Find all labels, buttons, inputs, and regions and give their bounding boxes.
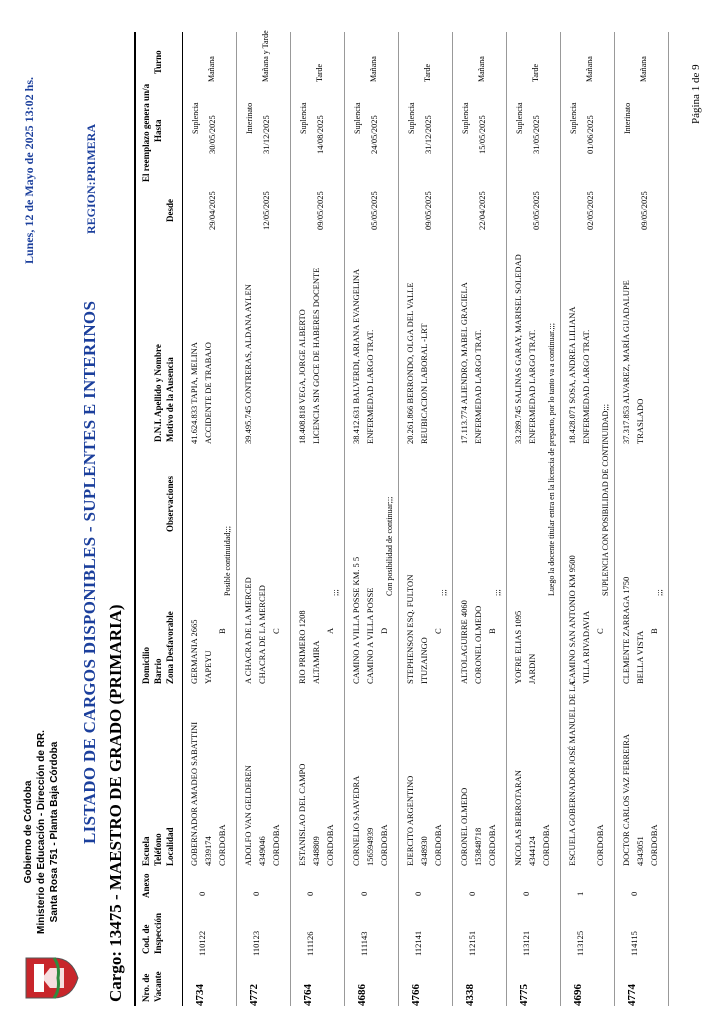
cell-tel: 153848718 (473, 827, 483, 866)
cell-desde: 02/05/2025 (585, 191, 595, 230)
col-domicilio: Domicilio (141, 647, 151, 684)
cell-loc: CORDOBA (271, 824, 281, 866)
cell-dom: A CHACRA DE LA MERCED (243, 577, 253, 684)
cell-motivo: TRASLADO (635, 398, 645, 444)
cell-zona: C (271, 628, 281, 634)
cell-loc: CORDOBA (649, 824, 659, 866)
cell-turno: Tarde (315, 63, 324, 82)
cell-dom: GERMANIA 2665 (189, 619, 199, 684)
table-row (294, 32, 345, 1006)
cell-num: 4686 (356, 984, 368, 1006)
cell-tipo: Suplencia (407, 102, 416, 134)
cell-tipo: Suplencia (569, 102, 578, 134)
cell-obs: SUPLENCIA CON POSIBILIDAD DE CONTINUIDAD;;; (601, 404, 610, 596)
cell-dni: 20.261.866 BERRONDO, OLGA DEL VALLE (405, 282, 415, 444)
cell-loc: CORDOBA (595, 824, 605, 866)
cell-hasta: 15/05/2025 (477, 115, 487, 154)
cell-cod: 113125 (575, 930, 585, 956)
table-row (186, 32, 237, 1006)
col-escuela: Escuela (141, 836, 151, 866)
cell-motivo: ENFERMEDAD LARGO TRAT. (527, 329, 537, 444)
col-nro-2: Vacante (153, 971, 163, 1002)
cell-turno: Mañana (639, 56, 648, 82)
cell-anexo: 0 (629, 891, 639, 896)
heading-divider (134, 32, 136, 1006)
cell-anexo: 0 (413, 891, 423, 896)
col-barrio: Barrio (153, 658, 163, 684)
cell-hasta: 24/05/2025 (369, 115, 379, 154)
cell-loc: CORDOBA (433, 824, 443, 866)
cell-obs: Posible continuidad;;; (223, 526, 232, 596)
col-zona: Zona Desfavorable (165, 611, 175, 684)
table-row (510, 32, 561, 1006)
cell-hasta: 31/12/2025 (261, 115, 271, 154)
cell-zona: B (217, 628, 227, 634)
cell-escuela: NICOLAS BERROTARAN (513, 770, 523, 866)
cell-cod: 112141 (413, 930, 423, 956)
cell-escuela: GOBERNADOR AMADEO SABATTINI (189, 721, 199, 866)
cell-loc: CORDOBA (541, 824, 551, 866)
cell-desde: 09/05/2025 (315, 191, 325, 230)
cell-motivo: LICENCIA SIN GOCE DE HABERES DOCENTE (311, 267, 321, 444)
cell-tipo: Suplencia (515, 102, 524, 134)
header-divider (182, 32, 183, 1006)
region-label: REGION:PRIMERA (84, 124, 98, 234)
col-turno: Turno (153, 50, 163, 74)
table-row (618, 32, 669, 1006)
cell-num: 4734 (194, 984, 206, 1006)
cell-barrio: CAMINO A VILLA POSSE (365, 587, 375, 684)
cell-barrio: YAPEYU (203, 650, 213, 684)
cell-cod: 113121 (521, 930, 531, 956)
cell-escuela: DOCTOR CARLOS VAZ FERREIRA (621, 733, 631, 866)
cell-zona: A (325, 627, 335, 634)
cell-turno: Mañana (369, 56, 378, 82)
cell-tel: 156594939 (365, 827, 375, 866)
cell-zona: B (649, 628, 659, 634)
cell-num: 4775 (518, 984, 530, 1006)
cell-anexo: 0 (305, 891, 315, 896)
cell-num: 4774 (626, 984, 638, 1006)
cell-obs: ;;; (493, 589, 502, 596)
cell-dom: ALTOLAGUIRRE 4060 (459, 600, 469, 684)
cell-desde: 09/05/2025 (423, 191, 433, 230)
cell-loc: CORDOBA (379, 824, 389, 866)
cell-hasta: 14/08/2025 (315, 115, 325, 154)
cell-loc: CORDOBA (325, 824, 335, 866)
cell-num: 4764 (302, 984, 314, 1006)
cell-obs: ;;; (655, 589, 664, 596)
cell-obs: Con posibilidad de continuar;;; (385, 496, 394, 596)
col-localidad: Localidad (165, 827, 175, 866)
cell-hasta: 01/06/2025 (585, 115, 595, 154)
cell-dom: STEPHENSON ESQ. FULTON (405, 574, 415, 684)
cell-motivo: ACCIDENTE DE TRABAJO (203, 342, 213, 444)
cell-cod: 110122 (197, 930, 207, 956)
cell-desde: 05/05/2025 (369, 191, 379, 230)
table-row (348, 32, 399, 1006)
report-datetime: Lunes, 12 de Mayo de 2025 13:02 hs. (22, 76, 36, 264)
cell-desde: 29/04/2025 (207, 191, 217, 230)
cell-dom: CAMINO A VILLA POSSE KM. 5 5 (351, 556, 361, 684)
cell-tel: 4344124 (527, 836, 537, 866)
cell-tipo: Suplencia (299, 102, 308, 134)
cell-desde: 09/05/2025 (639, 191, 649, 230)
table-row (564, 32, 615, 1006)
cell-barrio: CHACRA DE LA MERCED (257, 585, 267, 684)
cell-hasta: 30/05/2025 (207, 115, 217, 154)
cell-motivo: ENFERMEDAD LARGO TRAT. (581, 329, 591, 444)
cell-dni: 18.408.818 VEGA, JORGE ALBERTO (297, 309, 307, 444)
cell-loc: CORDOBA (487, 824, 497, 866)
cell-turno: Tarde (423, 63, 432, 82)
col-nro-1: Nro. de (141, 973, 151, 1002)
cell-barrio: BELLA VISTA (635, 630, 645, 684)
cell-barrio: JARDIN (527, 653, 537, 684)
cell-cod: 110123 (251, 930, 261, 956)
cell-anexo: 0 (467, 891, 477, 896)
cell-tipo: Interinato (623, 102, 632, 134)
cell-dom: YOFRE ELIAS 1095 (513, 610, 523, 684)
cell-barrio: VILLA RIVADAVIA (581, 610, 591, 684)
cell-obs: ;;; (439, 589, 448, 596)
document-header (0, 0, 125, 1024)
cell-barrio: ALTAMIRA (311, 640, 321, 684)
cell-obs: Luego la docente titular entra en la licencia de preparto, por lo tanto va a continuar.;;; (547, 323, 556, 596)
table-row (402, 32, 453, 1006)
col-telefono: Teléfono (153, 833, 163, 866)
col-anexo: Anexo (141, 873, 151, 898)
cell-escuela: EJERCITO ARGENTINO (405, 775, 415, 866)
cell-hasta: 31/12/2025 (423, 115, 433, 154)
cell-loc: CORDOBA (217, 824, 227, 866)
cell-tel: 4343051 (635, 836, 645, 866)
cell-motivo: REUBICACION LABORAL -LRT (419, 323, 429, 444)
table-row (456, 32, 507, 1006)
cell-dni: 39.495.745 CONTRERAS, ALDANA AYLEN (243, 284, 253, 444)
cell-anexo: 0 (251, 891, 261, 896)
col-reemplazo: El reemplazo genera un/a (141, 83, 151, 182)
cell-num: 4772 (248, 984, 260, 1006)
cell-tel: 4348809 (311, 836, 321, 866)
cell-escuela: CORONEL OLMEDO (459, 787, 469, 866)
col-motivo: Motivo de la Ausencia (165, 357, 175, 442)
cargo-heading: Cargo: 13475 - MAESTRO DE GRADO (PRIMARIA) (106, 604, 125, 1002)
cell-tel: 4349046 (257, 836, 267, 866)
cell-anexo: 0 (521, 891, 531, 896)
cell-obs: ;;; (331, 589, 340, 596)
col-cod-1: Cod. de (141, 924, 151, 954)
cell-dni: 38.412.631 BALVERDI, ARIANA EVANGELINA (351, 268, 361, 444)
cell-cod: 111126 (305, 931, 315, 956)
cell-dom: RIO PRIMERO 1208 (297, 610, 307, 684)
cell-dom: CLEMENTE ZARRAGA 1750 (621, 576, 631, 684)
cell-dni: 37.317.853 ALVAREZ, MARÍA GUADALUPE (621, 280, 631, 444)
page-number: Página 1 de 9 (690, 64, 702, 124)
cell-zona: B (487, 628, 497, 634)
cell-dni: 33.289.745 SALINAS GARAY, MARISEL SOLEDAD (513, 254, 523, 444)
col-dni-nombre: D.N.I. Apellido y Nombre (153, 344, 163, 442)
cell-dni: 41.624.833 TAPIA, MELINA (189, 342, 199, 444)
cell-num: 4338 (464, 984, 476, 1006)
cell-anexo: 1 (575, 891, 585, 896)
cell-zona: C (595, 628, 605, 634)
cell-escuela: ADOLFO VAN GELDEREN (243, 765, 253, 866)
cell-cod: 112151 (467, 930, 477, 956)
cell-tipo: Suplencia (191, 102, 200, 134)
cell-anexo: 0 (359, 891, 369, 896)
cell-barrio: CORONEL OLMEDO (473, 605, 483, 684)
cell-desde: 05/05/2025 (531, 191, 541, 230)
cell-turno: Tarde (531, 63, 540, 82)
col-observaciones: Observaciones (165, 476, 175, 532)
cell-tel: 4339174 (203, 836, 213, 866)
cell-tel: 4348930 (419, 836, 429, 866)
page-title: LISTADO DE CARGOS DISPONIBLES - SUPLENTES E INTERINOS (80, 300, 99, 844)
cell-tipo: Interinato (245, 102, 254, 134)
cell-turno: Mañana (207, 56, 216, 82)
col-desde: Desde (165, 199, 175, 222)
cell-escuela: ESCUELA GOBERNADOR JOSÉ MANUEL DE LA (567, 680, 577, 866)
col-cod-2: Inspección (153, 912, 163, 954)
cell-motivo: ENFERMEDAD LARGO TRAT. (365, 329, 375, 444)
cell-turno: Mañana (585, 56, 594, 82)
cell-dni: 18.428.071 SOSA, ANDREA LILIANA (567, 306, 577, 444)
cell-tipo: Suplencia (353, 102, 362, 134)
cell-dni: 17.113.774 ALIENDRO, MABEL GRACIELA (459, 282, 469, 444)
organization-block (22, 722, 61, 942)
cell-turno: Mañana y Tarde (261, 30, 270, 82)
table-row (240, 32, 291, 1006)
cell-anexo: 0 (197, 891, 207, 896)
cell-dom: CAMINO SAN ANTONIO KM 9500 (567, 555, 577, 684)
cell-desde: 22/04/2025 (477, 191, 487, 230)
col-hasta: Hasta (153, 119, 163, 142)
cell-num: 4696 (572, 984, 584, 1006)
cell-cod: 114115 (629, 931, 639, 956)
cell-escuela: CORNELIO SAAVEDRA (351, 775, 361, 866)
cell-cod: 111143 (359, 931, 369, 956)
org-line-3: Santa Rosa 751 - Planta Baja Córdoba (49, 741, 60, 923)
cell-zona: C (433, 628, 443, 634)
province-coat-of-arms-icon (20, 954, 80, 1002)
org-line-1: Gobierno de Córdoba (23, 780, 34, 884)
cell-motivo: ENFERMEDAD LARGO TRAT. (473, 329, 483, 444)
cell-desde: 12/05/2025 (261, 191, 271, 230)
cell-turno: Mañana (477, 56, 486, 82)
cell-hasta: 31/05/2025 (531, 115, 541, 154)
cell-escuela: ESTANISLAO DEL CAMPO (297, 763, 307, 866)
cell-tipo: Suplencia (461, 102, 470, 134)
cell-barrio: ITUZAINGO (419, 637, 429, 684)
org-line-2: Ministerio de Educación - Dirección de RR. (36, 730, 47, 934)
cell-num: 4766 (410, 984, 422, 1006)
cell-zona: D (379, 627, 389, 634)
